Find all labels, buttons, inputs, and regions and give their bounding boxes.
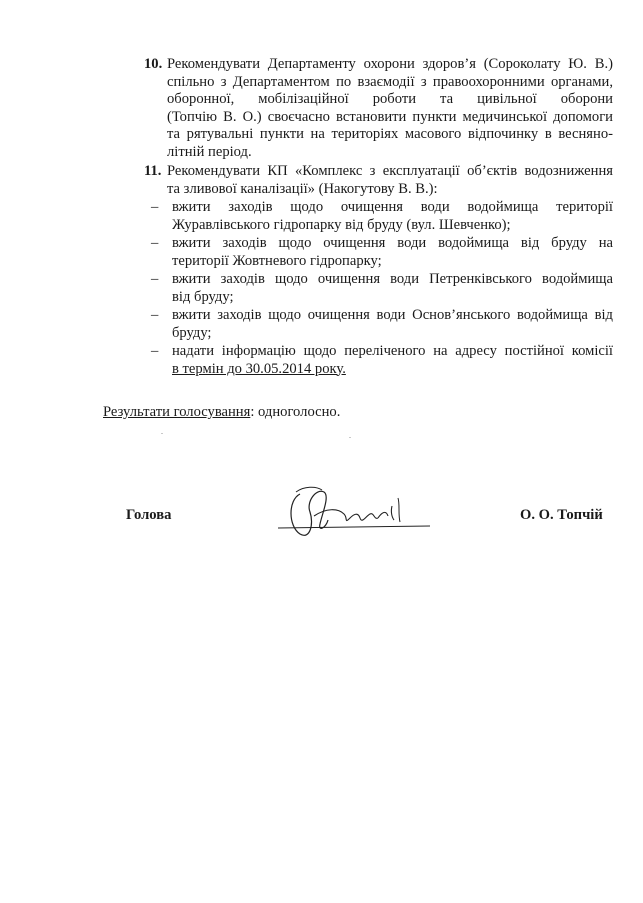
bullet-item <box>151 199 613 234</box>
item-10-line: та рятувальні пункти на територіях масового відпочинку в весняно- <box>167 126 613 143</box>
deadline-text: в термін до 30.05.2014 року. <box>172 360 346 377</box>
bullet-dash: – <box>151 343 159 359</box>
bullet-line: Журавлівського гідропарку від бруду (вул. Шевченко); <box>172 216 511 233</box>
item-11-line: та зливової каналізації» (Накогутову В. В.): <box>167 180 438 197</box>
scan-speck <box>161 433 163 434</box>
bullet-line: вжити заходів щодо очищення води водоймища території <box>172 199 613 215</box>
bullet-item <box>151 235 613 270</box>
bullet-line: вжити заходів щодо очищення води водоймища від бруду на <box>172 235 613 251</box>
voting-result <box>103 404 340 422</box>
bullet-item <box>151 307 613 342</box>
bullet-line: надати інформацію щодо переліченого на адресу постійної комісії <box>172 343 613 359</box>
bullet-line: території Жовтневого гідропарку; <box>172 252 382 269</box>
item-10-line: оборонної, мобілізаційної роботи та цивільної оборони <box>167 91 613 108</box>
item-10 <box>144 56 613 162</box>
bullet-dash: – <box>151 307 159 323</box>
item-10-line: (Топчію В. О.) своєчасно встановити пункти медичинської допомоги <box>167 108 613 125</box>
bullet-item <box>151 271 613 306</box>
bullet-item <box>151 343 613 378</box>
item-10-line: спільно з Департаментом по взаємодії з правоохоронними органами, <box>167 73 613 90</box>
bullet-line: бруду; <box>172 324 212 341</box>
item-11-number: 11. <box>144 163 162 179</box>
item-10-number: 10. <box>144 56 163 72</box>
item-10-line: Рекомендувати Департаменту охорони здоров’я (Сороколату Ю. В.) <box>167 56 613 72</box>
voting-label: Результати голосування <box>103 404 251 420</box>
scan-speck <box>349 437 351 438</box>
bullet-line: від бруду; <box>172 288 234 305</box>
item-11 <box>144 163 613 198</box>
bullet-line: вжити заходів щодо очищення води Основ’янського водоймища від <box>172 307 613 323</box>
item-11-line: Рекомендувати КП «Комплекс з експлуатації об’єктів водозниження <box>167 163 613 179</box>
bullet-dash: – <box>151 271 159 287</box>
handwritten-signature <box>270 478 440 548</box>
bullet-line: вжити заходів щодо очищення води Петренківського водоймища <box>172 271 613 287</box>
item-10-line: літній період. <box>167 143 252 160</box>
signatory-name: О. О. Топчій <box>520 507 603 523</box>
bullet-dash: – <box>151 235 159 251</box>
signatory-title: Голова <box>126 507 172 523</box>
voting-value: : одноголосно. <box>250 404 341 420</box>
bullet-dash: – <box>151 199 159 215</box>
